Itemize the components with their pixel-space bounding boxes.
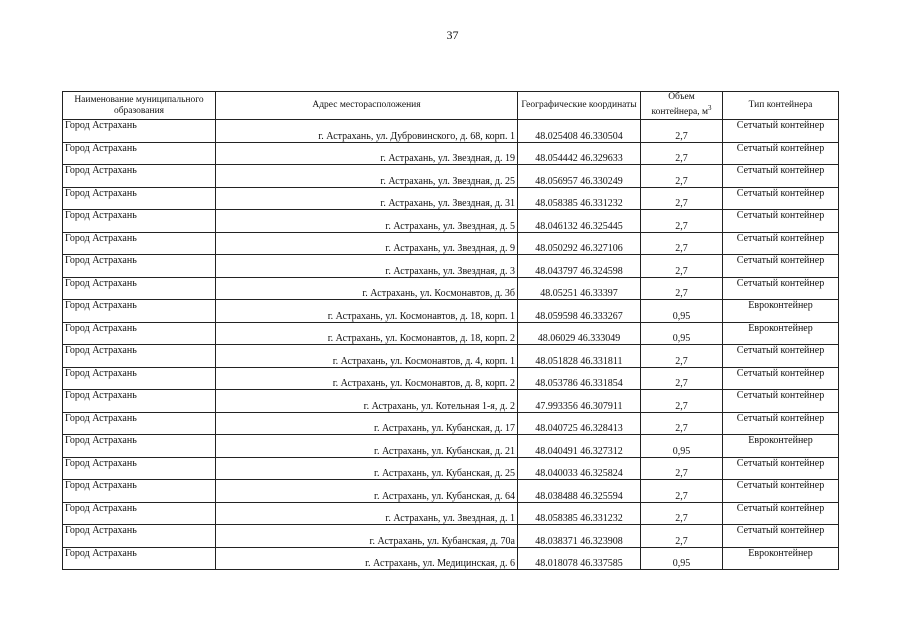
table-row [63,502,839,525]
municipality-cell: Город Астрахань [63,300,216,323]
container-type-cell: Сетчатый контейнер [723,390,839,413]
municipality-cell: Город Астрахань [63,457,216,480]
volume-cell: 2,7 [641,277,723,300]
container-type-cell: Сетчатый контейнер [723,210,839,233]
header-volume [641,92,723,120]
table-row [63,322,839,345]
table-row [63,165,839,188]
municipality-cell: Город Астрахань [63,480,216,503]
volume-cell: 2,7 [641,480,723,503]
container-type-cell: Сетчатый контейнер [723,525,839,548]
address-cell: г. Астрахань, ул. Звездная, д. 1 [216,502,518,525]
municipality-cell: Город Астрахань [63,345,216,368]
container-type-cell: Евроконтейнер [723,300,839,323]
volume-cell: 2,7 [641,367,723,390]
address-cell: г. Астрахань, ул. Кубанская, д. 64 [216,480,518,503]
volume-cell: 2,7 [641,165,723,188]
container-type-cell: Сетчатый контейнер [723,502,839,525]
table-row [63,457,839,480]
address-cell: г. Астрахань, ул. Дубровинского, д. 68, корп. 1 [216,120,518,143]
volume-cell: 2,7 [641,232,723,255]
container-type-cell: Евроконтейнер [723,322,839,345]
address-cell: г. Астрахань, ул. Кубанская, д. 17 [216,412,518,435]
municipality-cell: Город Астрахань [63,547,216,570]
address-cell: г. Астрахань, ул. Звездная, д. 25 [216,165,518,188]
coordinates-cell: 48.06029 46.333049 [518,322,641,345]
container-sites-table [62,91,839,570]
container-type-cell: Сетчатый контейнер [723,457,839,480]
municipality-cell: Город Астрахань [63,502,216,525]
container-type-cell: Сетчатый контейнер [723,412,839,435]
volume-cell: 0,95 [641,300,723,323]
coordinates-cell: 48.038488 46.325594 [518,480,641,503]
table-row [63,277,839,300]
header-volume-sup: 3 [707,104,712,113]
coordinates-cell: 48.054442 46.329633 [518,142,641,165]
municipality-cell: Город Астрахань [63,187,216,210]
header-address: Адрес месторасположения [216,92,518,120]
municipality-cell: Город Астрахань [63,165,216,188]
municipality-cell: Город Астрахань [63,435,216,458]
address-cell: г. Астрахань, ул. Кубанская, д. 70а [216,525,518,548]
container-type-cell: Евроконтейнер [723,435,839,458]
address-cell: г. Астрахань, ул. Космонавтов, д. 4, корп. 1 [216,345,518,368]
municipality-cell: Город Астрахань [63,120,216,143]
container-type-cell: Евроконтейнер [723,547,839,570]
container-type-cell: Сетчатый контейнер [723,480,839,503]
table-row [63,412,839,435]
municipality-cell: Город Астрахань [63,525,216,548]
coordinates-cell: 48.046132 46.325445 [518,210,641,233]
coordinates-cell: 48.056957 46.330249 [518,165,641,188]
table-row [63,390,839,413]
coordinates-cell: 48.025408 46.330504 [518,120,641,143]
table-row [63,232,839,255]
address-cell: г. Астрахань, ул. Котельная 1-я, д. 2 [216,390,518,413]
volume-cell: 0,95 [641,322,723,345]
coordinates-cell: 48.050292 46.327106 [518,232,641,255]
municipality-cell: Город Астрахань [63,367,216,390]
address-cell: г. Астрахань, ул. Кубанская, д. 25 [216,457,518,480]
address-cell: г. Астрахань, ул. Звездная, д. 9 [216,232,518,255]
coordinates-cell: 48.040033 46.325824 [518,457,641,480]
table-body [63,120,839,570]
volume-cell: 0,95 [641,435,723,458]
table-row [63,345,839,368]
table-row [63,480,839,503]
volume-cell: 2,7 [641,390,723,413]
table-row [63,120,839,143]
volume-cell: 2,7 [641,525,723,548]
table-row [63,255,839,278]
container-type-cell: Сетчатый контейнер [723,165,839,188]
volume-cell: 2,7 [641,142,723,165]
address-cell: г. Астрахань, ул. Космонавтов, д. 18, корп. 2 [216,322,518,345]
coordinates-cell: 48.051828 46.331811 [518,345,641,368]
coordinates-cell: 48.038371 46.323908 [518,525,641,548]
municipality-cell: Город Астрахань [63,277,216,300]
address-cell: г. Астрахань, ул. Звездная, д. 3 [216,255,518,278]
address-cell: г. Астрахань, ул. Космонавтов, д. 3б [216,277,518,300]
municipality-cell: Город Астрахань [63,412,216,435]
container-type-cell: Сетчатый контейнер [723,232,839,255]
header-type: Тип контейнера [723,92,839,120]
coordinates-cell: 48.018078 46.337585 [518,547,641,570]
address-cell: г. Астрахань, ул. Кубанская, д. 21 [216,435,518,458]
container-type-cell: Сетчатый контейнер [723,367,839,390]
coordinates-cell: 48.040725 46.328413 [518,412,641,435]
municipality-cell: Город Астрахань [63,255,216,278]
table-row [63,300,839,323]
municipality-cell: Город Астрахань [63,210,216,233]
volume-cell: 2,7 [641,210,723,233]
address-cell: г. Астрахань, ул. Звездная, д. 19 [216,142,518,165]
table-row [63,525,839,548]
header-municipality: Наименование муниципального образования [63,92,216,120]
address-cell: г. Астрахань, ул. Космонавтов, д. 18, корп. 1 [216,300,518,323]
municipality-cell: Город Астрахань [63,322,216,345]
volume-cell: 2,7 [641,187,723,210]
volume-cell: 2,7 [641,502,723,525]
coordinates-cell: 48.053786 46.331854 [518,367,641,390]
page-number: 37 [446,28,459,42]
coordinates-cell: 48.05251 46.33397 [518,277,641,300]
coordinates-cell: 48.040491 46.327312 [518,435,641,458]
coordinates-cell: 48.058385 46.331232 [518,187,641,210]
volume-cell: 2,7 [641,345,723,368]
coordinates-cell: 48.058385 46.331232 [518,502,641,525]
table-header-row [63,92,839,120]
address-cell: г. Астрахань, ул. Звездная, д. 31 [216,187,518,210]
table-row [63,547,839,570]
container-type-cell: Сетчатый контейнер [723,187,839,210]
municipality-cell: Город Астрахань [63,390,216,413]
header-volume-label: Объем контейнера, м [651,92,708,118]
container-type-cell: Сетчатый контейнер [723,255,839,278]
container-type-cell: Сетчатый контейнер [723,120,839,143]
container-type-cell: Сетчатый контейнер [723,277,839,300]
table-row [63,435,839,458]
address-cell: г. Астрахань, ул. Медицинская, д. 6 [216,547,518,570]
table-row [63,187,839,210]
municipality-cell: Город Астрахань [63,142,216,165]
table-row [63,367,839,390]
table-row [63,210,839,233]
address-cell: г. Астрахань, ул. Звездная, д. 5 [216,210,518,233]
coordinates-cell: 48.043797 46.324598 [518,255,641,278]
header-coordinates: Географические координаты [518,92,641,120]
volume-cell: 2,7 [641,120,723,143]
address-cell: г. Астрахань, ул. Космонавтов, д. 8, корп. 2 [216,367,518,390]
municipality-cell: Город Астрахань [63,232,216,255]
coordinates-cell: 48.059598 46.333267 [518,300,641,323]
volume-cell: 0,95 [641,547,723,570]
container-type-cell: Сетчатый контейнер [723,345,839,368]
volume-cell: 2,7 [641,457,723,480]
volume-cell: 2,7 [641,412,723,435]
table-row [63,142,839,165]
volume-cell: 2,7 [641,255,723,278]
container-type-cell: Сетчатый контейнер [723,142,839,165]
coordinates-cell: 47.993356 46.307911 [518,390,641,413]
